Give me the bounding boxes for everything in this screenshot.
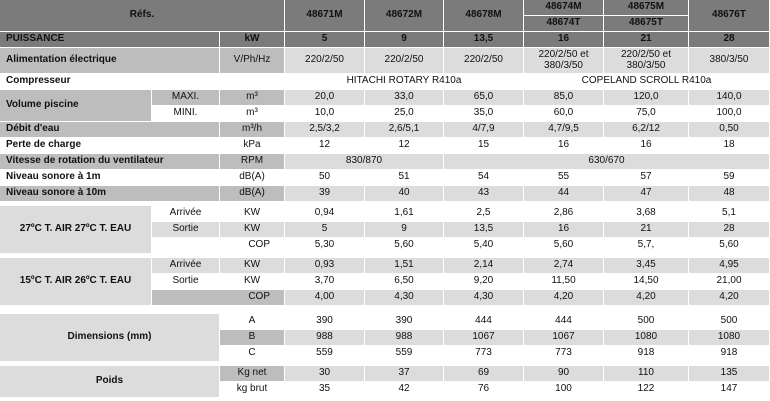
value-cell: 55 (524, 170, 604, 186)
value-cell: 51 (365, 170, 444, 186)
unit-cell: RPM (220, 154, 285, 170)
value-cell: 9 (365, 32, 444, 48)
row-label: Alimentation électrique (0, 48, 220, 74)
compresseur-row (0, 74, 770, 90)
model-header: 48672M (365, 0, 444, 32)
value-cell: 773 (524, 346, 604, 362)
model-header: 48675M (604, 0, 689, 16)
unit-cell: kPa (220, 138, 285, 154)
unit-cell: KW (220, 206, 285, 222)
value-cell: 500 (604, 314, 689, 330)
model-header: 48674M (524, 0, 604, 16)
value-cell: 28 (689, 32, 770, 48)
sub-label: Arrivée (152, 206, 220, 222)
value-cell: 59 (689, 170, 770, 186)
value-cell: 12 (285, 138, 365, 154)
value-cell: 1067 (444, 330, 524, 346)
value-cell: 0,94 (285, 206, 365, 222)
son10m-row (0, 186, 770, 202)
value-cell: 85,0 (524, 90, 604, 106)
value-cell: 918 (604, 346, 689, 362)
row-label: Débit d'eau (0, 122, 220, 138)
value-cell: 773 (444, 346, 524, 362)
value-cell: 2,6/5,1 (365, 122, 444, 138)
value-cell: 47 (604, 186, 689, 202)
value-cell: 140,0 (689, 90, 770, 106)
value-cell: 5,40 (444, 238, 524, 254)
value-cell: 100 (524, 382, 604, 398)
weight-label: kg brut (220, 382, 285, 398)
cond15-arrivee-row (0, 258, 770, 274)
header-row (0, 0, 770, 16)
value-cell: 1,51 (365, 258, 444, 274)
row-label: Perte de charge (0, 138, 220, 154)
value-cell: 559 (365, 346, 444, 362)
value-cell: 40 (365, 186, 444, 202)
value-cell: 28 (689, 222, 770, 238)
value-cell: 4,20 (604, 290, 689, 306)
unit-cell: dB(A) (220, 186, 285, 202)
value-cell: 20,0 (285, 90, 365, 106)
value-cell: 43 (444, 186, 524, 202)
unit-cell: dB(A) (220, 170, 285, 186)
value-cell: 4,20 (524, 290, 604, 306)
value-cell: 1,61 (365, 206, 444, 222)
value-cell: 10,0 (285, 106, 365, 122)
value-cell: 630/670 (444, 154, 770, 170)
cond27-arrivee-row (0, 206, 770, 222)
value-cell: 11,50 (524, 274, 604, 290)
value-cell: 21 (604, 222, 689, 238)
poids-net-row (0, 366, 770, 382)
value-cell: 5,60 (524, 238, 604, 254)
value-cell: 2,86 (524, 206, 604, 222)
sub-label: Sortie (152, 222, 220, 238)
value-cell: 5,1 (689, 206, 770, 222)
perte-row (0, 138, 770, 154)
value-cell: 122 (604, 382, 689, 398)
value-cell: 220/2/50 (365, 48, 444, 74)
value-cell: 4,30 (444, 290, 524, 306)
value-cell: 35,0 (444, 106, 524, 122)
value-cell: 135 (689, 366, 770, 382)
cop-label: COP (152, 290, 285, 306)
value-cell: 16 (604, 138, 689, 154)
unit-cell: m³ (220, 90, 285, 106)
value-cell: 2,5 (444, 206, 524, 222)
sub-label: MINI. (152, 106, 220, 122)
value-cell: 390 (285, 314, 365, 330)
sub-label: Sortie (152, 274, 220, 290)
value-cell: 1067 (524, 330, 604, 346)
volume-maxi-row (0, 90, 770, 106)
poids-label: Poids (0, 366, 220, 398)
value-cell: 14,50 (604, 274, 689, 290)
value-cell: 4/7,9 (444, 122, 524, 138)
value-cell: 444 (524, 314, 604, 330)
value-cell: 9,20 (444, 274, 524, 290)
value-cell: 13,5 (444, 222, 524, 238)
condition-label: 27ºC T. AIR 27ºC T. EAU (0, 206, 152, 254)
row-label: Niveau sonore à 1m (0, 170, 220, 186)
value-cell: 1080 (689, 330, 770, 346)
value-cell: 9 (365, 222, 444, 238)
value-cell: 220/2/50 (285, 48, 365, 74)
value-cell: 6,50 (365, 274, 444, 290)
value-cell: 918 (689, 346, 770, 362)
unit-cell: m³/h (220, 122, 285, 138)
unit-cell: kW (220, 32, 285, 48)
value-cell: 220/2/50 et 380/3/50 (524, 48, 604, 74)
value-cell: 16 (524, 222, 604, 238)
value-cell: 13,5 (444, 32, 524, 48)
row-label: Vitesse de rotation du ventilateur (0, 154, 220, 170)
model-header: 48678M (444, 0, 524, 32)
value-cell: 16 (524, 138, 604, 154)
value-cell: 69 (444, 366, 524, 382)
value-cell: 5 (285, 32, 365, 48)
value-cell: 35 (285, 382, 365, 398)
value-cell: 3,45 (604, 258, 689, 274)
value-cell: 988 (365, 330, 444, 346)
son1m-row (0, 170, 770, 186)
row-label: PUISSANCE (0, 32, 220, 48)
unit-cell: m³ (220, 106, 285, 122)
unit-cell: KW (220, 274, 285, 290)
value-cell: 5,60 (365, 238, 444, 254)
unit-cell: KW (220, 222, 285, 238)
vitesse-row (0, 154, 770, 170)
value-cell: 559 (285, 346, 365, 362)
dim-label: A (220, 314, 285, 330)
value-cell: 15 (444, 138, 524, 154)
value-cell: 44 (524, 186, 604, 202)
value-cell: 1080 (604, 330, 689, 346)
value-cell: 390 (365, 314, 444, 330)
puissance-row (0, 32, 770, 48)
row-label: Niveau sonore à 10m (0, 186, 220, 202)
value-cell: 57 (604, 170, 689, 186)
value-cell: 120,0 (604, 90, 689, 106)
value-cell: 65,0 (444, 90, 524, 106)
value-cell: 54 (444, 170, 524, 186)
value-cell: 42 (365, 382, 444, 398)
value-cell: 4,7/9,5 (524, 122, 604, 138)
value-cell: 4,20 (689, 290, 770, 306)
cop-label: COP (152, 238, 285, 254)
value-cell: 75,0 (604, 106, 689, 122)
value-cell: 444 (444, 314, 524, 330)
value-cell: 2,5/3,2 (285, 122, 365, 138)
value-cell: 6,2/12 (604, 122, 689, 138)
condition-label: 15ºC T. AIR 26ºC T. EAU (0, 258, 152, 306)
model-header: 48676T (689, 0, 770, 32)
value-cell: 830/870 (285, 154, 444, 170)
debit-row (0, 122, 770, 138)
value-cell: 3,70 (285, 274, 365, 290)
alimentation-row (0, 48, 770, 74)
value-cell: 48 (689, 186, 770, 202)
row-label: Volume piscine (0, 90, 152, 122)
value-cell: 4,95 (689, 258, 770, 274)
refs-header: Réfs. (0, 0, 285, 32)
value-cell: HITACHI ROTARY R410a (285, 74, 524, 90)
value-cell: 380/3/50 (689, 48, 770, 74)
value-cell: 12 (365, 138, 444, 154)
dimensions-label: Dimensions (mm) (0, 314, 220, 362)
value-cell: 100,0 (689, 106, 770, 122)
sub-label: MAXI. (152, 90, 220, 106)
model-header: 48675T (604, 16, 689, 32)
value-cell: 220/2/50 (444, 48, 524, 74)
value-cell: 147 (689, 382, 770, 398)
unit-cell: V/Ph/Hz (220, 48, 285, 74)
value-cell: 4,30 (365, 290, 444, 306)
value-cell: 16 (524, 32, 604, 48)
value-cell: 21,00 (689, 274, 770, 290)
value-cell: 50 (285, 170, 365, 186)
value-cell: 37 (365, 366, 444, 382)
value-cell: 4,00 (285, 290, 365, 306)
value-cell: 2,74 (524, 258, 604, 274)
value-cell: 90 (524, 366, 604, 382)
value-cell: 0,50 (689, 122, 770, 138)
value-cell: 220/2/50 et 380/3/50 (604, 48, 689, 74)
value-cell: 500 (689, 314, 770, 330)
dimensions-a-row (0, 314, 770, 330)
value-cell: 3,68 (604, 206, 689, 222)
value-cell: 110 (604, 366, 689, 382)
sub-label: Arrivée (152, 258, 220, 274)
value-cell: 60,0 (524, 106, 604, 122)
dim-label: C (220, 346, 285, 362)
value-cell: 5,30 (285, 238, 365, 254)
value-cell: 988 (285, 330, 365, 346)
value-cell: 25,0 (365, 106, 444, 122)
model-header: 48671M (285, 0, 365, 32)
model-header: 48674T (524, 16, 604, 32)
value-cell: 5,60 (689, 238, 770, 254)
value-cell: 30 (285, 366, 365, 382)
value-cell: 21 (604, 32, 689, 48)
value-cell: 2,14 (444, 258, 524, 274)
dim-label: B (220, 330, 285, 346)
value-cell: 18 (689, 138, 770, 154)
value-cell: 0,93 (285, 258, 365, 274)
value-cell: 5,7, (604, 238, 689, 254)
value-cell: 76 (444, 382, 524, 398)
row-label: Compresseur (0, 74, 285, 90)
value-cell: COPELAND SCROLL R410a (524, 74, 770, 90)
weight-label: Kg net (220, 366, 285, 382)
value-cell: 39 (285, 186, 365, 202)
value-cell: 33,0 (365, 90, 444, 106)
unit-cell: KW (220, 258, 285, 274)
value-cell: 5 (285, 222, 365, 238)
